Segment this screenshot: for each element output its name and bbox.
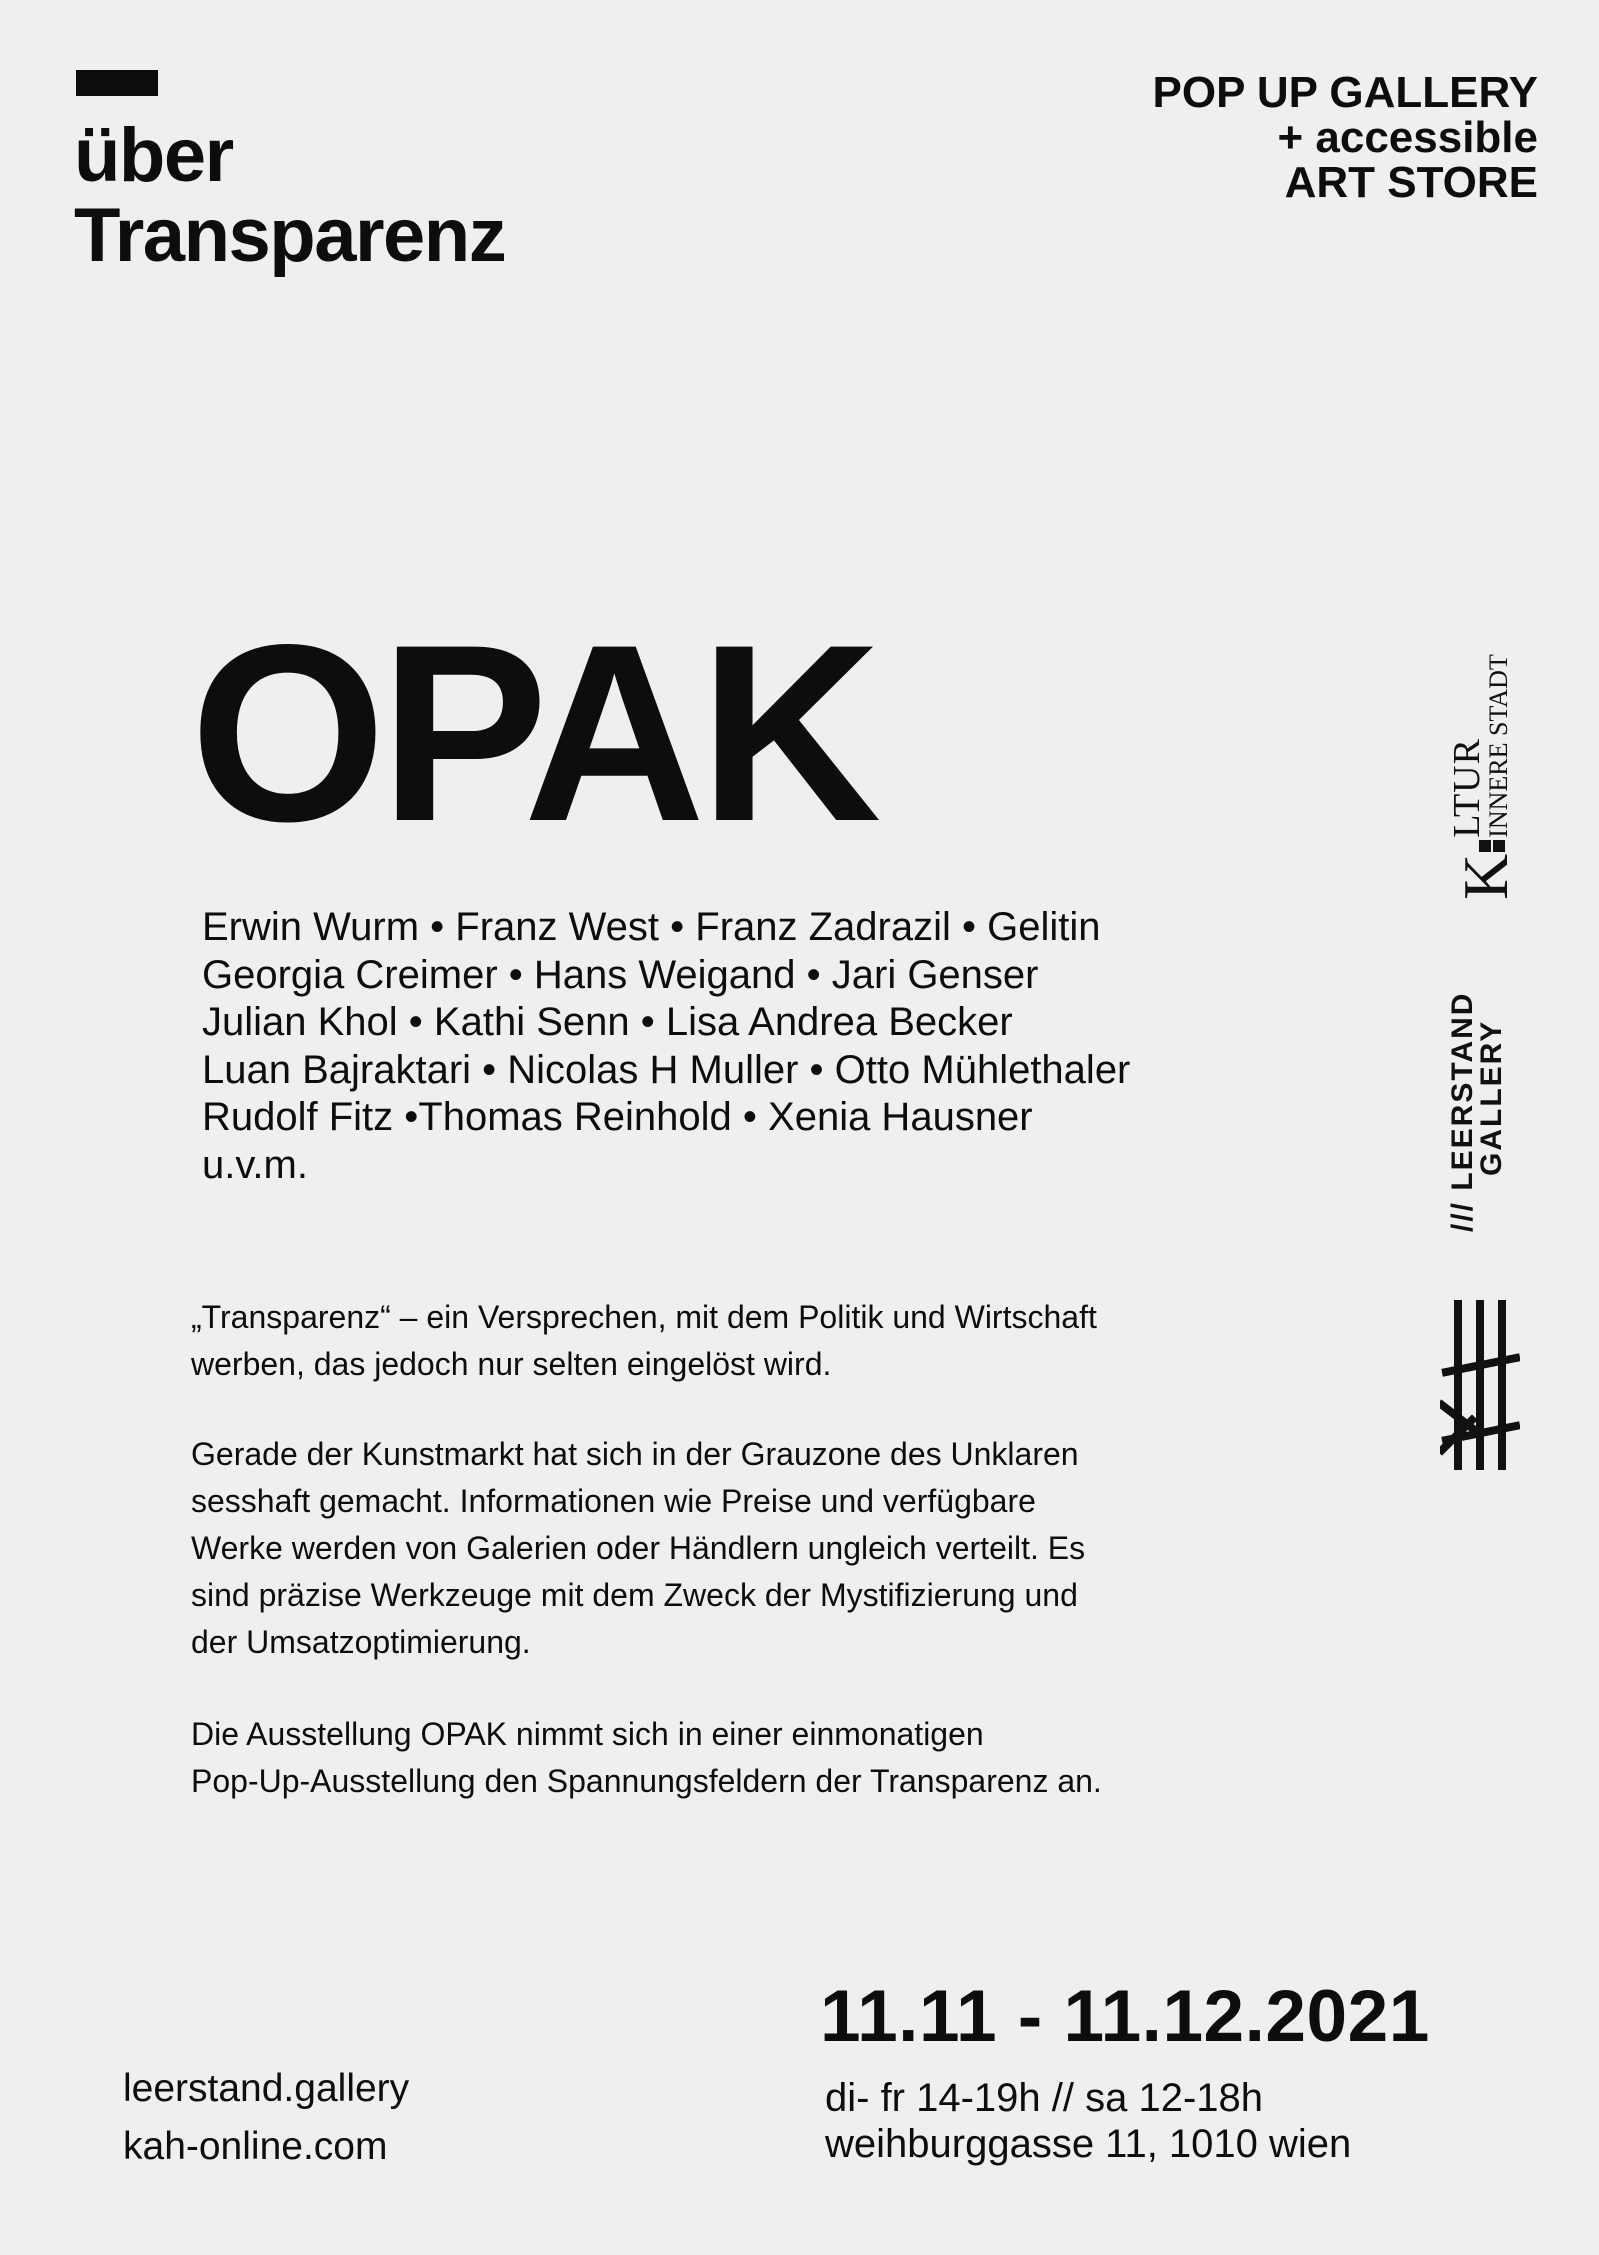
paragraph-line: „Transparenz“ – ein Versprechen, mit dem Politik und Wirtschaft — [191, 1299, 1097, 1335]
paragraph-line: Gerade der Kunstmarkt hat sich in der Grauzone des Unklaren — [191, 1436, 1079, 1472]
paragraph-line: werben, das jedoch nur selten eingelöst wird. — [191, 1346, 832, 1382]
kultur-innere-stadt-logo — [1446, 654, 1521, 900]
paragraph-line: Werke werden von Galerien oder Händlern ungleich verteilt. Es — [191, 1530, 1086, 1566]
artist-line: Julian Khol • Kathi Senn • Lisa Andrea Becker — [202, 1000, 1013, 1044]
tagline-line-2: + accessible — [1277, 113, 1538, 162]
opening-hours: di- fr 14-19h // sa 12-18h — [825, 2076, 1264, 2120]
paragraph-line: Die Ausstellung OPAK nimmt sich in einer einmonatigen — [191, 1716, 984, 1752]
kultur-logo-ltur: LTUR — [1446, 738, 1488, 838]
link-kah-online[interactable]: kah-online.com — [123, 2125, 388, 2168]
intro-paragraph — [191, 1294, 1097, 1388]
tagline-line-1: POP UP GALLERY — [1152, 68, 1538, 117]
kultur-logo-k: K — [1450, 853, 1521, 900]
artist-line: u.v.m. — [202, 1142, 308, 1187]
artist-line: Georgia Creimer • Hans Weigand • Jari Genser — [202, 952, 1039, 997]
paragraph-line: sesshaft gemacht. Informationen wie Preise und verfügbare — [191, 1483, 1036, 1519]
header-tagline — [1153, 70, 1539, 205]
paragraph-line: Pop-Up-Ausstellung den Spannungsfeldern der Transparenz an. — [191, 1763, 1102, 1799]
venue-address: weihburggasse 11, 1010 wien — [825, 2122, 1352, 2166]
artist-line: Luan Bajraktari • Nicolas H Muller • Otto Mühlethaler — [202, 1047, 1131, 1092]
exhibition-paragraph — [191, 1711, 1102, 1805]
title-line-1: über — [74, 113, 233, 198]
paragraph-line: der Umsatzoptimierung. — [191, 1624, 531, 1660]
kultur-logo-sub: INNERE STADT — [1484, 654, 1513, 838]
logo-bar — [76, 70, 158, 96]
footer-links — [123, 2060, 409, 2176]
leerstand-logo-line-2: GALLERY — [1475, 1019, 1508, 1176]
artist-line: Erwin Wurm • Franz West • Franz Zadrazil • Gelitin — [202, 905, 1101, 949]
leerstand-logo-line-1: /// LEERSTAND — [1446, 991, 1479, 1232]
paragraph-line: sind präzise Werkzeuge mit dem Zweck der Mystifizierung und — [191, 1577, 1078, 1613]
artist-list — [202, 904, 1130, 1189]
exhibition-dates: 11.11 - 11.12.2021 — [820, 1976, 1430, 2057]
kultur-logo-blocks — [1478, 840, 1506, 852]
main-heading: OPAK — [190, 593, 876, 874]
artist-line: Rudolf Fitz •Thomas Reinhold • Xenia Hausner — [202, 1095, 1033, 1139]
market-paragraph — [191, 1431, 1085, 1666]
kah-logo — [1440, 1300, 1520, 1470]
tagline-line-3: ART STORE — [1284, 158, 1538, 207]
leerstand-gallery-logo — [1448, 992, 1506, 1232]
title-line-2: Transparenz — [74, 193, 506, 278]
link-leerstand-gallery[interactable]: leerstand.gallery — [123, 2067, 410, 2110]
